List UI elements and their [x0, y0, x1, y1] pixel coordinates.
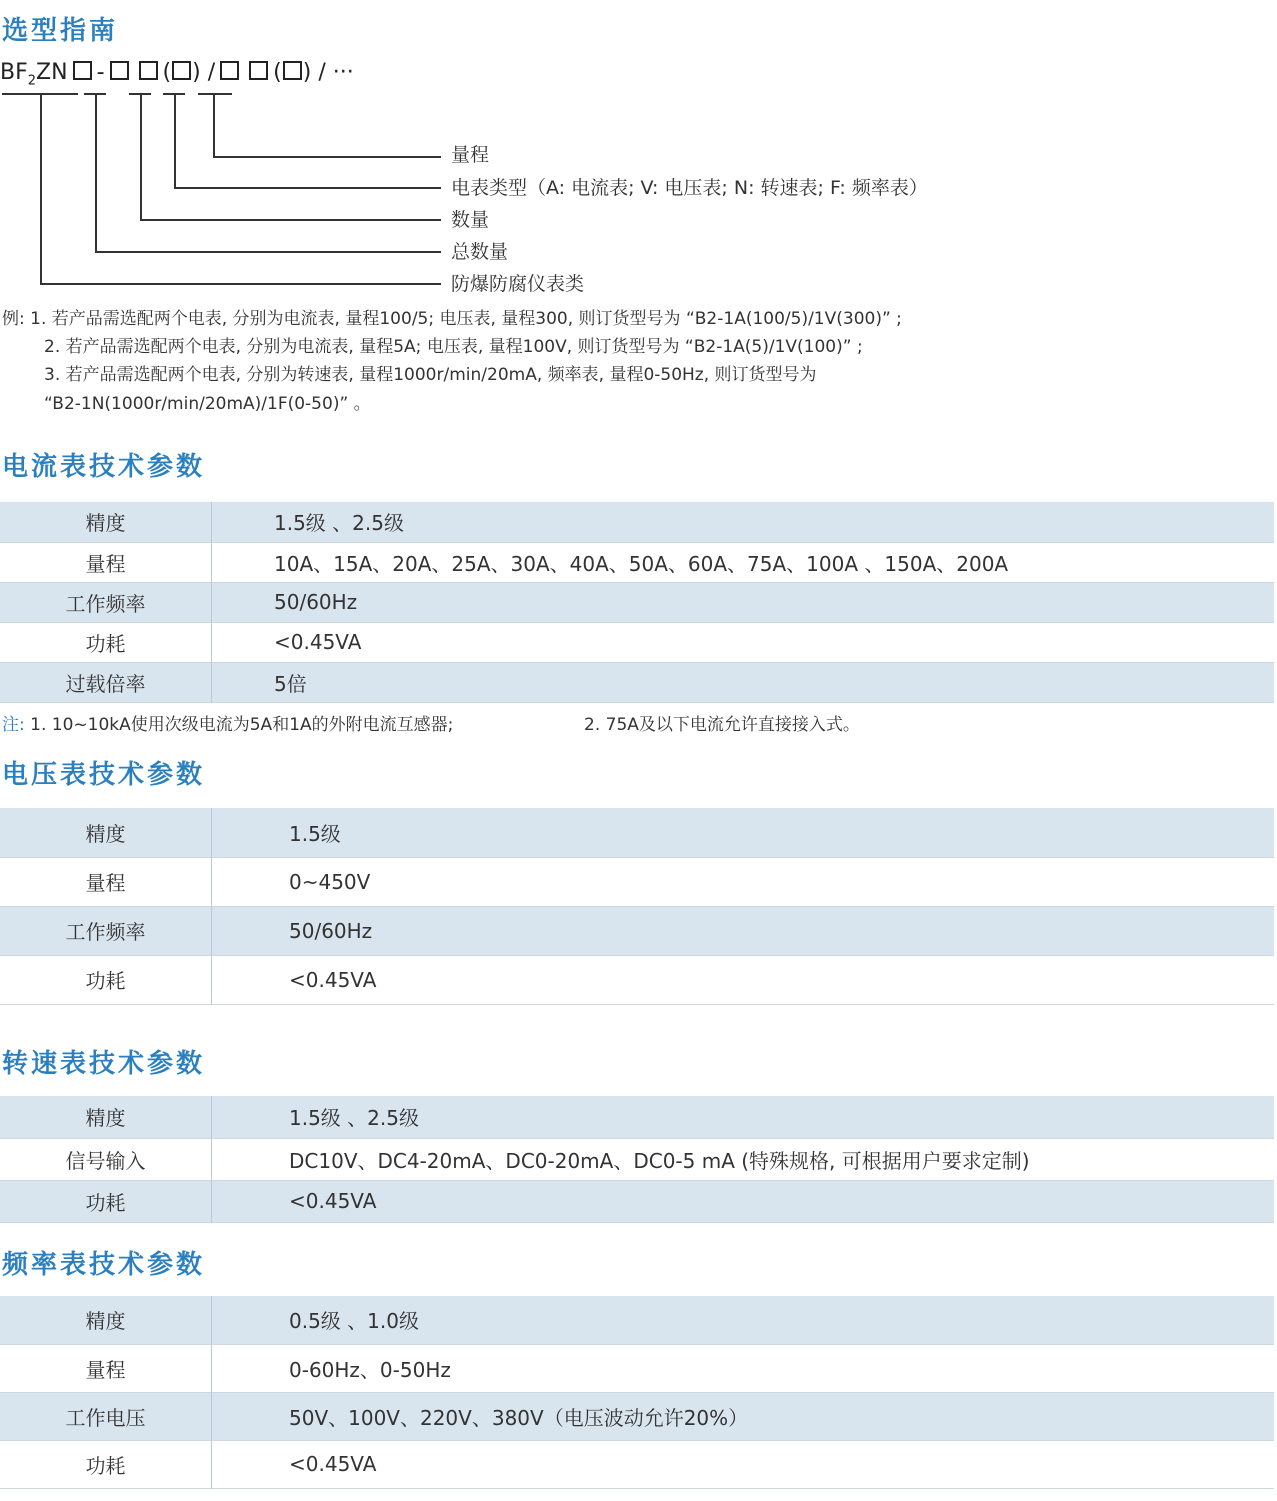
param-name: 工作频率 — [0, 906, 212, 955]
ammeter-spec-table — [0, 502, 1274, 703]
table-row — [0, 622, 1274, 662]
param-name: 功耗 — [0, 622, 212, 662]
selection-guide-title: 选型指南 — [2, 16, 119, 46]
param-value: DC10V、DC4-20mA、DC0-20mA、DC0-5 mA (特殊规格, 可根据用户要求定制) — [212, 1138, 1275, 1180]
param-value: 1.5级 、2.5级 — [212, 1096, 1275, 1138]
connector-line — [174, 187, 441, 189]
note-label: 注: — [2, 715, 25, 735]
table-row — [0, 502, 1274, 542]
tachometer-spec-table — [0, 1096, 1274, 1223]
model-mid: ZN — [36, 60, 68, 85]
table-row — [0, 1296, 1274, 1344]
param-name: 量程 — [0, 542, 212, 582]
param-name: 功耗 — [0, 955, 212, 1004]
table-row — [0, 542, 1274, 582]
connector-line — [174, 94, 176, 187]
frequency-meter-spec-table — [0, 1296, 1274, 1489]
table-row — [0, 1138, 1274, 1180]
paren-open: ( — [273, 60, 282, 85]
ammeter-title: 电流表技术参数 — [2, 452, 206, 482]
param-name: 工作电压 — [0, 1392, 212, 1440]
param-name: 量程 — [0, 857, 212, 906]
placeholder-box — [172, 61, 191, 80]
paren-close: ) — [192, 60, 201, 85]
legend-quantity: 数量 — [451, 209, 490, 231]
model-slash: / — [207, 60, 216, 85]
connector-line — [213, 156, 441, 158]
param-value: <0.45VA — [212, 622, 1275, 662]
param-value: 5倍 — [212, 662, 1275, 702]
example-line: 3. 若产品需选配两个电表, 分别为转速表, 量程1000r/min/20mA, 频率表, 量程0-50Hz, 则订货型号为 — [44, 365, 817, 385]
table-row — [0, 1344, 1274, 1392]
connector-line — [95, 251, 441, 253]
note-item: 2. 75A及以下电流允许直接接入式。 — [584, 715, 860, 735]
legend-total-quantity: 总数量 — [451, 241, 509, 263]
table-row — [0, 1440, 1274, 1488]
legend-range: 量程 — [451, 144, 490, 166]
example-line: 例: 1. 若产品需选配两个电表, 分别为电流表, 量程100/5; 电压表, 量程300, 则订货型号为 “B2-1A(100/5)/1V(300)” ; — [2, 309, 902, 329]
placeholder-box — [139, 61, 158, 80]
table-row — [0, 955, 1274, 1004]
legend-meter-type: 电表类型（A: 电流表; V: 电压表; N: 转速表; F: 频率表） — [451, 177, 928, 199]
table-row — [0, 906, 1274, 955]
paren-close: ) — [302, 60, 312, 85]
param-value: 1.5级 、2.5级 — [212, 502, 1275, 542]
note-item: 1. 10~10kA使用次级电流为5A和1A的外附电流互感器; — [30, 715, 454, 735]
frequency-meter-title: 频率表技术参数 — [2, 1250, 206, 1280]
param-name: 过载倍率 — [0, 662, 212, 702]
model-ellipsis: / ··· — [318, 60, 354, 85]
param-name: 精度 — [0, 1296, 212, 1344]
param-name: 工作频率 — [0, 582, 212, 622]
placeholder-box — [249, 61, 268, 80]
table-row — [0, 662, 1274, 702]
connector-line — [95, 94, 97, 251]
connector-line — [213, 94, 215, 156]
param-value: 50/60Hz — [212, 906, 1275, 955]
param-value: 0~450V — [212, 857, 1275, 906]
param-name: 精度 — [0, 502, 212, 542]
model-subscript: 2 — [27, 73, 37, 89]
example-line: “B2-1N(1000r/min/20mA)/1F(0-50)” 。 — [44, 394, 371, 414]
table-row — [0, 857, 1274, 906]
table-row — [0, 1096, 1274, 1138]
placeholder-box — [110, 61, 129, 80]
table-row — [0, 1392, 1274, 1440]
param-value: 1.5级 — [212, 808, 1275, 857]
connector-line — [40, 94, 42, 283]
example-line: 2. 若产品需选配两个电表, 分别为电流表, 量程5A; 电压表, 量程100V, 则订货型号为 “B2-1A(5)/1V(100)” ; — [44, 337, 863, 357]
param-value: 50/60Hz — [212, 582, 1275, 622]
voltmeter-spec-table — [0, 808, 1274, 1005]
param-name: 精度 — [0, 1096, 212, 1138]
model-code — [0, 58, 354, 96]
paren-open: ( — [162, 60, 172, 85]
param-value: <0.45VA — [212, 955, 1275, 1004]
table-row — [0, 1180, 1274, 1222]
model-prefix: BF — [0, 60, 28, 85]
table-row — [0, 808, 1274, 857]
table-row — [0, 582, 1274, 622]
param-value: 0.5级 、1.0级 — [212, 1296, 1275, 1344]
connector-line — [140, 94, 142, 219]
param-value: 0-60Hz、0-50Hz — [212, 1344, 1275, 1392]
param-name: 功耗 — [0, 1440, 212, 1488]
param-value: <0.45VA — [212, 1440, 1275, 1488]
param-value: <0.45VA — [212, 1180, 1275, 1222]
placeholder-box — [283, 61, 302, 80]
tachometer-title: 转速表技术参数 — [2, 1049, 206, 1079]
param-value: 10A、15A、20A、25A、30A、40A、50A、60A、75A、100A 、150A、200A — [212, 542, 1275, 582]
placeholder-box — [220, 61, 239, 80]
ammeter-note — [2, 714, 453, 736]
param-name: 量程 — [0, 1344, 212, 1392]
voltmeter-title: 电压表技术参数 — [2, 760, 206, 790]
param-name: 功耗 — [0, 1180, 212, 1222]
placeholder-box — [73, 61, 92, 80]
param-name: 信号输入 — [0, 1138, 212, 1180]
param-value: 50V、100V、220V、380V（电压波动允许20%） — [212, 1392, 1275, 1440]
model-dash: - — [96, 60, 105, 85]
connector-line — [40, 283, 441, 285]
param-name: 精度 — [0, 808, 212, 857]
connector-line — [140, 219, 441, 221]
legend-category: 防爆防腐仪表类 — [451, 273, 585, 295]
underline — [198, 93, 232, 95]
